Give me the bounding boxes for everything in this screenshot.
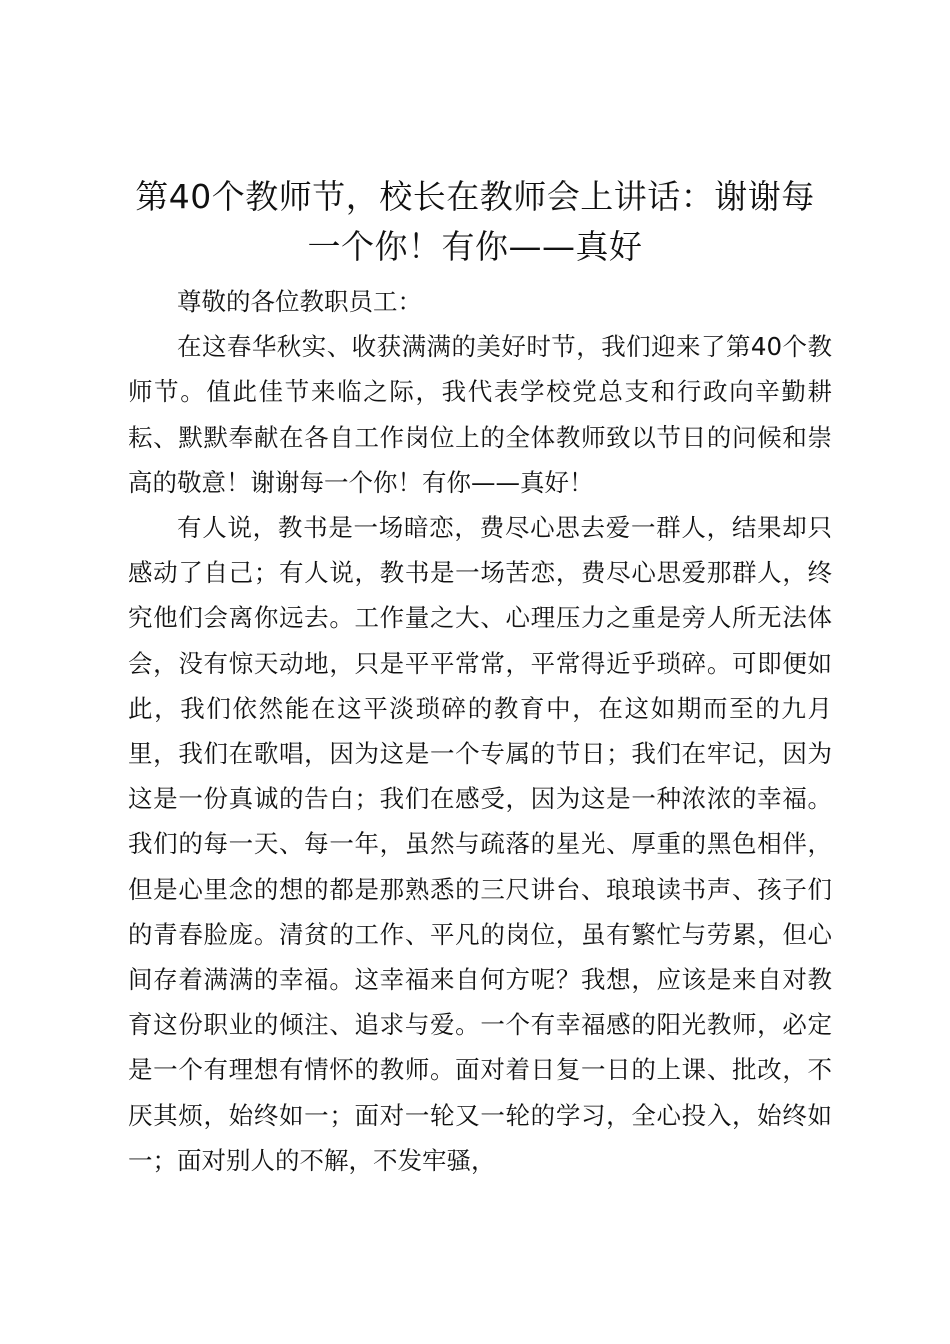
body-paragraph: 有人说，教书是一场暗恋，费尽心思去爱一群人，结果却只感动了自己；有人说，教书是一场苦恋，费尽心思爱那群人，终究他们会离你远去。工作量之大、心理压力之重是旁人所无法体会，没有惊天动地，只是平平常常，平常得近乎琐碎。可即便如此，我们依然能在这平淡琐碎的教育中，在这如期而至的九月里，我们在歌唱，因为这是一个专属的节日；我们在牢记，因为这是一份真诚的告白；我们在感受，因为这是一种浓浓的幸福。我们的每一天、每一年，虽然与疏落的星光、厚重的黑色相伴，但是心里念的想的都是那熟悉的三尺讲台、琅琅读书声、孩子们的青春脸庞。清贫的工作、平凡的岗位，虽有繁忙与劳累，但心间存着满满的幸福。这幸福来自何方呢？我想，应该是来自对教育这份职业的倾注、追求与爱。一个有幸福感的阳光教师，必定是一个有理想有情怀的教师。面对着日复一日的上课、批改，不厌其烦，始终如一；面对一轮又一轮的学习，全心投入，始终如一；面对别人的不解，不发牢骚， xyxy=(128,513,832,1175)
body-paragraph: 在这春华秋实、收获满满的美好时节，我们迎来了第40个教师节。值此佳节来临之际，我代表学校党总支和行政向辛勤耕耘、默默奉献在各自工作岗位上的全体教师致以节日的问候和崇高的敬意！谢谢每一个你！有你——真好！ xyxy=(128,332,832,497)
document-body xyxy=(128,279,832,1183)
salutation-paragraph: 尊敬的各位教职员工： xyxy=(177,287,422,316)
document-title: 第40个教师节，校长在教师会上讲话：谢谢每一个你！有你——真好 xyxy=(135,177,815,266)
